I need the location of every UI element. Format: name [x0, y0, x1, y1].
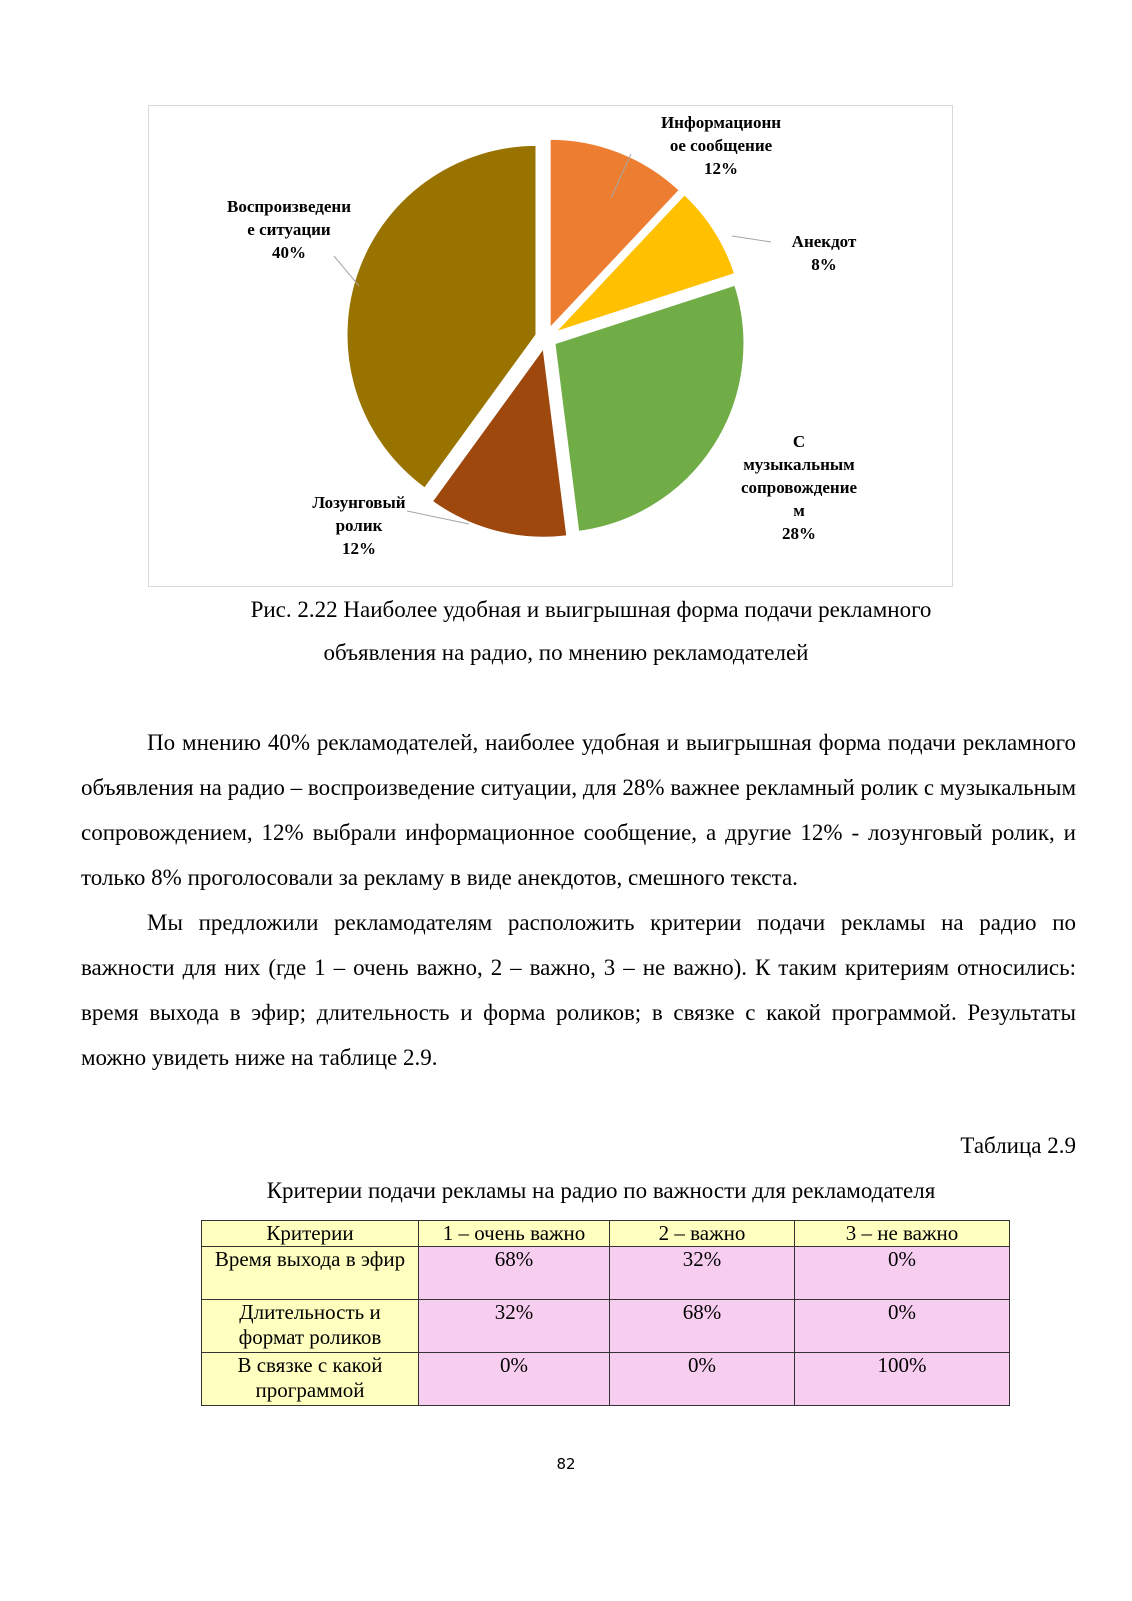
slice-label: Информационн ое сообщение 12% — [660, 113, 782, 178]
slice-label: Лозунговый ролик 12% — [312, 493, 406, 558]
slice-label: Анекдот 8% — [791, 232, 857, 274]
table-cell: 32% — [610, 1247, 795, 1300]
row-criterion: Время выхода в эфир — [202, 1247, 419, 1300]
table-cell: 68% — [610, 1300, 795, 1353]
slice-label: С музыкальным сопровождение м 28% — [740, 432, 858, 543]
table-header: 3 – не важно — [795, 1221, 1010, 1247]
table-header: 2 – важно — [610, 1221, 795, 1247]
paragraph: По мнению 40% рекламодателей, наиболее удобная и выигрышная форма подачи рекламного объявления на радио – воспроизведение ситуации, для 28% важнее рекламный ролик с музыкальным сопровождением, 12% выбрали информационное сообщение, а другие 12% - лозунговый ролик, и только 8% проголосовали за рекламу в виде анекдотов, смешного текста. — [81, 730, 1076, 890]
table-row — [202, 1247, 1010, 1300]
table-row — [202, 1300, 1010, 1353]
body-text — [81, 720, 1076, 1080]
leader-line — [732, 236, 771, 242]
table-header-row — [202, 1221, 1010, 1247]
table-cell: 0% — [795, 1247, 1010, 1300]
table-cell: 68% — [419, 1247, 610, 1300]
paragraph: Мы предложили рекламодателям расположить критерии подачи рекламы на радио по важности для них (где 1 – очень важно, 2 – важно, 3 – не важно). К таким критериям относились: время выхода в эфир; длительность и форма роликов; в связке с какой программой. Результаты можно увидеть ниже на таблице 2.9. — [81, 910, 1076, 1070]
table-cell: 32% — [419, 1300, 610, 1353]
table-cell: 100% — [795, 1353, 1010, 1406]
table-cell: 0% — [419, 1353, 610, 1406]
criteria-table — [201, 1220, 1010, 1406]
row-criterion: Длительность и формат роликов — [202, 1300, 419, 1353]
table-cell: 0% — [795, 1300, 1010, 1353]
table-header: 1 – очень важно — [419, 1221, 610, 1247]
figure-caption-line-1: Рис. 2.22 Наиболее удобная и выигрышная форма подачи рекламного — [250, 597, 932, 622]
table-cell: 0% — [610, 1353, 795, 1406]
page-number: 82 — [556, 1455, 576, 1473]
row-criterion: В связке с какой программой — [202, 1353, 419, 1406]
figure-caption-line-2: объявления на радио, по мнению рекламодателей — [323, 640, 809, 665]
table-row — [202, 1353, 1010, 1406]
pie-chart-frame — [148, 105, 953, 587]
table-header: Критерии — [202, 1221, 419, 1247]
leader-line — [334, 256, 359, 286]
slice-label: Воспроизведени е ситуации 40% — [227, 197, 351, 262]
table-number: Таблица 2.9 — [960, 1133, 1076, 1158]
table-title: Критерии подачи рекламы на радио по важности для рекламодателя — [266, 1178, 936, 1203]
pie-chart — [149, 106, 954, 588]
